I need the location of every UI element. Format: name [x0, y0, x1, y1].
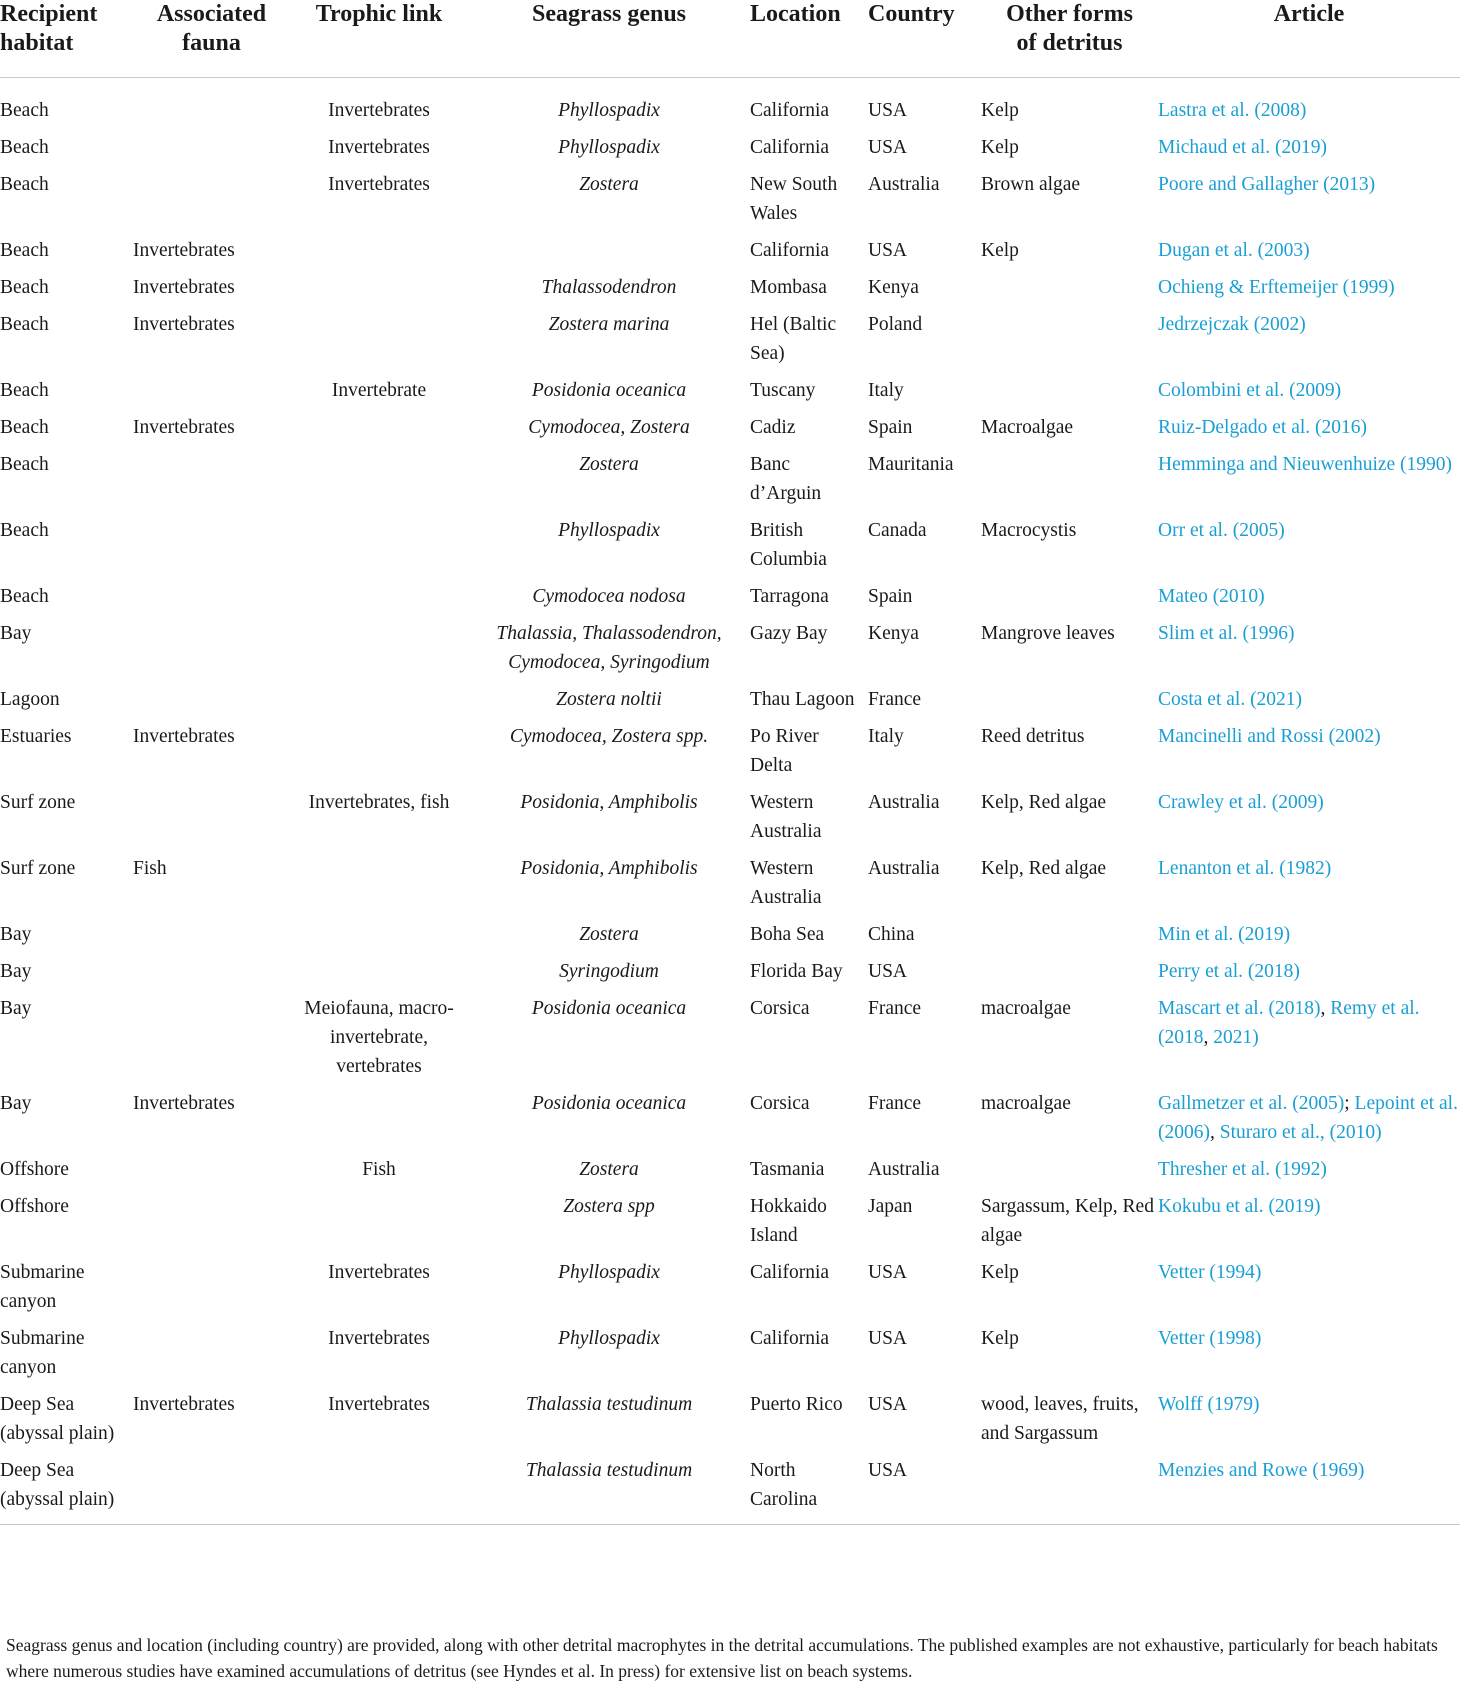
- cell-other-detritus: Macroalgae: [981, 417, 1074, 438]
- table-row: [0, 854, 1460, 920]
- cell-associated-fauna: [133, 516, 290, 582]
- cell-location: Mombasa: [750, 277, 827, 298]
- cell-article: [1158, 1324, 1460, 1390]
- cell-article: [1158, 994, 1460, 1089]
- article-separator: ;: [1344, 1093, 1355, 1114]
- cell-recipient-habitat: Offshore: [0, 1159, 69, 1180]
- table-row: [0, 236, 1460, 273]
- cell-other-detritus: wood, leaves, fruits, and Sargassum: [981, 1394, 1139, 1444]
- article-link[interactable]: 2021): [1213, 1027, 1259, 1048]
- header-article: Article: [1158, 0, 1460, 78]
- article-link[interactable]: Menzies and Rowe (1969): [1158, 1460, 1365, 1481]
- cell-other-detritus: Kelp, Red algae: [981, 858, 1107, 879]
- article-link[interactable]: Lepoint et al. (2006): [1158, 1093, 1458, 1143]
- cell-location: Puerto Rico: [750, 1394, 843, 1415]
- table-row: [0, 685, 1460, 722]
- cell-trophic-link: [290, 236, 468, 273]
- table-row: [0, 1089, 1460, 1155]
- cell-recipient-habitat: Bay: [0, 961, 32, 982]
- cell-other-detritus: Brown algae: [981, 174, 1081, 195]
- cell-seagrass-genus: Phyllospadix: [558, 1262, 660, 1283]
- cell-country: Spain: [868, 417, 913, 438]
- article-separator: ,: [1210, 1122, 1220, 1143]
- cell-trophic-link: [290, 619, 468, 685]
- article-link[interactable]: Mateo (2010): [1158, 586, 1265, 607]
- cell-location: California: [750, 240, 830, 261]
- cell-other-detritus: [981, 957, 1158, 994]
- cell-article: [1158, 722, 1460, 788]
- article-link[interactable]: Remy et al. (2018: [1158, 998, 1420, 1048]
- header-recipient-habitat: Recipient habitat: [0, 0, 133, 78]
- cell-associated-fauna: [133, 582, 290, 619]
- article-link[interactable]: Thresher et al. (1992): [1158, 1159, 1327, 1180]
- article-separator: ,: [1203, 1027, 1214, 1048]
- cell-country: France: [868, 689, 922, 710]
- table-row: [0, 582, 1460, 619]
- table-row: [0, 1258, 1460, 1324]
- article-separator: ,: [1320, 998, 1331, 1019]
- cell-other-detritus: [981, 685, 1158, 722]
- cell-recipient-habitat: Bay: [0, 1093, 32, 1114]
- cell-seagrass-genus: Thalassia, Thalassodendron, Cymodocea, Syringodium: [496, 623, 722, 673]
- cell-recipient-habitat: Estuaries: [0, 726, 72, 747]
- cell-other-detritus: macroalgae: [981, 1093, 1071, 1114]
- cell-country: Australia: [868, 858, 940, 879]
- cell-seagrass-genus: Posidonia oceanica: [531, 1093, 687, 1114]
- article-link[interactable]: Kokubu et al. (2019): [1158, 1196, 1321, 1217]
- cell-seagrass-genus: Cymodocea, Zostera spp.: [509, 726, 709, 747]
- cell-recipient-habitat: Submarine canyon: [0, 1328, 85, 1378]
- article-link[interactable]: Dugan et al. (2003): [1158, 240, 1310, 261]
- cell-other-detritus: Kelp: [981, 137, 1019, 158]
- cell-associated-fauna: [133, 78, 290, 134]
- cell-country: China: [868, 924, 915, 945]
- cell-other-detritus: Kelp, Red algae: [981, 792, 1107, 813]
- article-link[interactable]: Ruiz-Delgado et al. (2016): [1158, 417, 1368, 438]
- cell-article: [1158, 413, 1460, 450]
- cell-seagrass-genus: Zostera: [579, 1159, 639, 1180]
- cell-location: California: [750, 1328, 830, 1349]
- table-row: [0, 1324, 1460, 1390]
- cell-location: North Carolina: [750, 1456, 868, 1525]
- cell-recipient-habitat: Beach: [0, 240, 49, 261]
- cell-recipient-habitat: Beach: [0, 586, 49, 607]
- table-row: [0, 133, 1460, 170]
- cell-country: Canada: [868, 520, 927, 541]
- cell-country: Spain: [868, 586, 913, 607]
- article-link[interactable]: Mascart et al. (2018): [1158, 998, 1321, 1019]
- table-row: [0, 1390, 1460, 1456]
- cell-recipient-habitat: Beach: [0, 380, 49, 401]
- cell-seagrass-genus: Posidonia oceanica: [531, 998, 687, 1019]
- cell-associated-fauna: [133, 450, 290, 516]
- article-link[interactable]: Colombini et al. (2009): [1158, 380, 1342, 401]
- cell-seagrass-genus: Zostera: [579, 454, 639, 475]
- cell-location: Florida Bay: [750, 961, 843, 982]
- cell-associated-fauna: Invertebrates: [133, 726, 235, 747]
- header-seagrass-genus: Seagrass genus: [468, 0, 750, 78]
- article-link[interactable]: Vetter (1998): [1158, 1328, 1262, 1349]
- cell-trophic-link: Invertebrates: [328, 1328, 430, 1349]
- cell-country: Kenya: [868, 277, 919, 298]
- table-header-row: [0, 0, 1460, 78]
- cell-location: Tuscany: [750, 380, 816, 401]
- cell-associated-fauna: [133, 957, 290, 994]
- cell-country: Italy: [868, 380, 904, 401]
- cell-location: Western Australia: [750, 792, 822, 842]
- cell-associated-fauna: Invertebrates: [133, 1394, 235, 1415]
- cell-trophic-link: [290, 1456, 468, 1525]
- cell-country: USA: [868, 1394, 908, 1415]
- article-link[interactable]: Min et al. (2019): [1158, 924, 1291, 945]
- cell-country: France: [868, 998, 922, 1019]
- cell-recipient-habitat: Surf zone: [0, 792, 76, 813]
- article-link[interactable]: Gallmetzer et al. (2005): [1158, 1093, 1345, 1114]
- cell-seagrass-genus: Thalassia testudinum: [525, 1394, 693, 1415]
- cell-recipient-habitat: Beach: [0, 137, 49, 158]
- cell-other-detritus: Kelp: [981, 1328, 1019, 1349]
- cell-associated-fauna: Invertebrates: [133, 277, 235, 298]
- cell-trophic-link: Invertebrates: [328, 174, 430, 195]
- cell-other-detritus: Kelp: [981, 240, 1019, 261]
- cell-article: [1158, 450, 1460, 516]
- cell-trophic-link: [290, 920, 468, 957]
- cell-associated-fauna: Invertebrates: [133, 417, 235, 438]
- table-row: [0, 788, 1460, 854]
- cell-associated-fauna: [133, 788, 290, 854]
- cell-recipient-habitat: Deep Sea (abyssal plain): [0, 1394, 115, 1444]
- cell-other-detritus: macroalgae: [981, 998, 1071, 1019]
- table-row: [0, 170, 1460, 236]
- table-row: [0, 450, 1460, 516]
- cell-location: Corsica: [750, 998, 810, 1019]
- cell-other-detritus: [981, 582, 1158, 619]
- cell-other-detritus: Kelp: [981, 100, 1019, 121]
- cell-recipient-habitat: Bay: [0, 623, 32, 644]
- cell-location: New South Wales: [750, 174, 838, 224]
- cell-location: California: [750, 137, 830, 158]
- cell-associated-fauna: Invertebrates: [133, 1093, 235, 1114]
- cell-associated-fauna: [133, 619, 290, 685]
- cell-location: Hokkaido Island: [750, 1196, 827, 1246]
- cell-associated-fauna: [133, 1324, 290, 1390]
- article-link[interactable]: Ochieng & Erftemeijer (1999): [1158, 277, 1395, 298]
- cell-location: California: [750, 100, 830, 121]
- cell-country: Mauritania: [868, 454, 954, 475]
- article-link[interactable]: Mancinelli and Rossi (2002): [1158, 726, 1381, 747]
- header-country: Country: [868, 0, 981, 78]
- cell-article: [1158, 310, 1460, 376]
- cell-trophic-link: Invertebrates: [328, 1262, 430, 1283]
- cell-other-detritus: Mangrove leaves: [981, 623, 1115, 644]
- cell-other-detritus: [981, 920, 1158, 957]
- article-link[interactable]: Michaud et al. (2019): [1158, 137, 1327, 158]
- cell-recipient-habitat: Bay: [0, 998, 32, 1019]
- cell-seagrass-genus: Cymodocea nodosa: [532, 586, 686, 607]
- cell-seagrass-genus: Posidonia, Amphibolis: [520, 858, 698, 879]
- cell-location: Hel (Baltic Sea): [750, 314, 837, 364]
- cell-associated-fauna: Invertebrates: [133, 314, 235, 335]
- cell-associated-fauna: [133, 376, 290, 413]
- cell-trophic-link: [290, 310, 468, 376]
- cell-recipient-habitat: Beach: [0, 454, 49, 475]
- cell-seagrass-genus: Phyllospadix: [558, 100, 660, 121]
- cell-article: [1158, 376, 1460, 413]
- cell-recipient-habitat: Bay: [0, 924, 32, 945]
- cell-trophic-link: [290, 450, 468, 516]
- cell-location: Tasmania: [750, 1159, 825, 1180]
- cell-other-detritus: Kelp: [981, 1262, 1019, 1283]
- cell-seagrass-genus: Syringodium: [559, 961, 659, 982]
- table-row: [0, 376, 1460, 413]
- table-row: [0, 920, 1460, 957]
- cell-country: France: [868, 1093, 922, 1114]
- cell-article: [1158, 685, 1460, 722]
- cell-location: Banc d’Arguin: [750, 454, 822, 504]
- cell-associated-fauna: [133, 1192, 290, 1258]
- cell-recipient-habitat: Beach: [0, 174, 49, 195]
- cell-associated-fauna: [133, 685, 290, 722]
- table-row: [0, 78, 1460, 134]
- cell-trophic-link: Invertebrates: [328, 137, 430, 158]
- cell-associated-fauna: Fish: [133, 858, 167, 879]
- cell-associated-fauna: [133, 1456, 290, 1525]
- cell-article: [1158, 1089, 1460, 1155]
- article-link[interactable]: Jedrzejczak (2002): [1158, 314, 1306, 335]
- article-link[interactable]: Lenanton et al. (1982): [1158, 858, 1332, 879]
- cell-recipient-habitat: Offshore: [0, 1196, 69, 1217]
- table-footnote: Seagrass genus and location (including country) are provided, along with other detrital macrophytes in the detrital accumulations. The published examples are not exhaustive, particularly for beach habitats where numerous studies have examined accumulations of detritus (see Hyndes et al. In press) for extensive list on beach systems.: [6, 1635, 1438, 1681]
- cell-seagrass-genus: Phyllospadix: [558, 137, 660, 158]
- cell-seagrass-genus: Zostera: [579, 924, 639, 945]
- cell-trophic-link: [290, 1192, 468, 1258]
- cell-trophic-link: [290, 1089, 468, 1155]
- cell-other-detritus: [981, 273, 1158, 310]
- table-row: [0, 619, 1460, 685]
- cell-recipient-habitat: Surf zone: [0, 858, 76, 879]
- cell-country: Japan: [868, 1196, 913, 1217]
- cell-trophic-link: Invertebrates: [328, 100, 430, 121]
- cell-location: British Columbia: [750, 520, 827, 570]
- cell-seagrass-genus: Cymodocea, Zostera: [528, 417, 690, 438]
- cell-recipient-habitat: Lagoon: [0, 689, 60, 710]
- article-link[interactable]: Slim et al. (1996): [1158, 623, 1295, 644]
- article-link[interactable]: Orr et al. (2005): [1158, 520, 1285, 541]
- cell-trophic-link: [290, 722, 468, 788]
- cell-seagrass-genus: Posidonia, Amphibolis: [520, 792, 698, 813]
- header-associated-fauna: Associated fauna: [133, 0, 290, 78]
- cell-seagrass-genus: Zostera noltii: [556, 689, 662, 710]
- table-row: [0, 994, 1460, 1089]
- cell-trophic-link: [290, 413, 468, 450]
- cell-country: USA: [868, 137, 908, 158]
- cell-location: Corsica: [750, 1093, 810, 1114]
- cell-article: [1158, 619, 1460, 685]
- article-link[interactable]: Costa et al. (2021): [1158, 689, 1303, 710]
- cell-article: [1158, 788, 1460, 854]
- cell-seagrass-genus: Zostera spp: [563, 1196, 655, 1217]
- cell-recipient-habitat: Submarine canyon: [0, 1262, 85, 1312]
- article-link[interactable]: Crawley et al. (2009): [1158, 792, 1324, 813]
- cell-associated-fauna: [133, 170, 290, 236]
- cell-other-detritus: [981, 1456, 1158, 1525]
- cell-seagrass-genus: [468, 236, 750, 273]
- cell-trophic-link: [290, 582, 468, 619]
- cell-trophic-link: Invertebrates, fish: [308, 792, 450, 813]
- header-trophic-link: Trophic link: [290, 0, 468, 78]
- cell-recipient-habitat: Beach: [0, 314, 49, 335]
- cell-country: USA: [868, 100, 908, 121]
- cell-country: USA: [868, 1328, 908, 1349]
- cell-article: [1158, 516, 1460, 582]
- cell-article: [1158, 1155, 1460, 1192]
- table-row: [0, 1192, 1460, 1258]
- cell-article: [1158, 273, 1460, 310]
- table-row: [0, 310, 1460, 376]
- cell-country: Poland: [868, 314, 923, 335]
- cell-article: [1158, 236, 1460, 273]
- article-link[interactable]: Wolff (1979): [1158, 1394, 1260, 1415]
- table-row: [0, 957, 1460, 994]
- cell-other-detritus: Macrocystis: [981, 520, 1077, 541]
- cell-seagrass-genus: Thalassia testudinum: [468, 1456, 750, 1525]
- cell-location: Gazy Bay: [750, 623, 828, 644]
- table-body: [0, 78, 1460, 1525]
- cell-article: [1158, 854, 1460, 920]
- cell-other-detritus: Sargassum, Kelp, Red algae: [981, 1196, 1154, 1246]
- table-row: [0, 413, 1460, 450]
- cell-recipient-habitat: Beach: [0, 417, 49, 438]
- cell-seagrass-genus: Phyllospadix: [558, 520, 660, 541]
- cell-country: Kenya: [868, 623, 919, 644]
- cell-location: Thau Lagoon: [750, 689, 855, 710]
- cell-article: [1158, 582, 1460, 619]
- cell-location: Boha Sea: [750, 924, 825, 945]
- cell-seagrass-genus: Thalassodendron: [541, 277, 677, 298]
- cell-associated-fauna: [133, 1258, 290, 1324]
- article-link[interactable]: Sturaro et al., (2010): [1219, 1122, 1382, 1143]
- table-row: [0, 1155, 1460, 1192]
- cell-seagrass-genus: Posidonia oceanica: [531, 380, 687, 401]
- cell-recipient-habitat: Deep Sea (abyssal plain): [0, 1456, 133, 1525]
- cell-article: [1158, 133, 1460, 170]
- table-row: [0, 1456, 1460, 1525]
- cell-country: USA: [868, 1456, 981, 1525]
- cell-associated-fauna: [133, 133, 290, 170]
- cell-seagrass-genus: Zostera: [579, 174, 639, 195]
- cell-trophic-link: [290, 685, 468, 722]
- cell-recipient-habitat: Beach: [0, 100, 49, 121]
- table-row: [0, 722, 1460, 788]
- article-link[interactable]: Perry et al. (2018): [1158, 961, 1300, 982]
- cell-article: [1158, 1192, 1460, 1258]
- cell-associated-fauna: [133, 920, 290, 957]
- cell-associated-fauna: Invertebrates: [133, 240, 235, 261]
- cell-other-detritus: [981, 376, 1158, 413]
- cell-country: USA: [868, 1262, 908, 1283]
- table-row: [0, 273, 1460, 310]
- cell-location: Tarragona: [750, 586, 829, 607]
- cell-country: USA: [868, 961, 908, 982]
- cell-article: [1158, 1258, 1460, 1324]
- article-link[interactable]: Lastra et al. (2008): [1158, 100, 1307, 121]
- cell-trophic-link: Invertebrates: [328, 1394, 430, 1415]
- cell-article: [1158, 170, 1460, 236]
- cell-seagrass-genus: Phyllospadix: [558, 1328, 660, 1349]
- cell-article: [1158, 957, 1460, 994]
- cell-associated-fauna: [133, 994, 290, 1089]
- cell-article: [1158, 78, 1460, 134]
- cell-location: California: [750, 1262, 830, 1283]
- cell-location: Western Australia: [750, 858, 822, 908]
- cell-location: Cadiz: [750, 417, 796, 438]
- cell-country: Australia: [868, 174, 940, 195]
- cell-trophic-link: [290, 957, 468, 994]
- header-location: Location: [750, 0, 868, 78]
- article-link[interactable]: Poore and Gallagher (2013): [1158, 174, 1376, 195]
- cell-other-detritus: Reed detritus: [981, 726, 1085, 747]
- cell-country: Italy: [868, 726, 904, 747]
- cell-trophic-link: Fish: [362, 1159, 396, 1180]
- cell-trophic-link: [290, 273, 468, 310]
- cell-country: Australia: [868, 792, 940, 813]
- cell-trophic-link: Meiofauna, macro-invertebrate, vertebrates: [304, 998, 454, 1077]
- cell-trophic-link: [290, 854, 468, 920]
- cell-recipient-habitat: Beach: [0, 277, 49, 298]
- cell-article: [1158, 920, 1460, 957]
- cell-recipient-habitat: Beach: [0, 520, 49, 541]
- cell-trophic-link: Invertebrate: [331, 380, 427, 401]
- cell-other-detritus: [981, 1155, 1158, 1192]
- header-other-forms-of-detritus: Other forms of detritus: [981, 0, 1158, 78]
- table-row: [0, 516, 1460, 582]
- cell-associated-fauna: [133, 1155, 290, 1192]
- cell-seagrass-genus: Zostera marina: [548, 314, 670, 335]
- cell-trophic-link: [290, 516, 468, 582]
- cell-article: [1158, 1456, 1460, 1525]
- article-link[interactable]: Hemminga and Nieuwenhuize (1990): [1158, 454, 1453, 475]
- cell-location: Po River Delta: [750, 726, 819, 776]
- cell-other-detritus: [981, 310, 1158, 376]
- cell-other-detritus: [981, 450, 1158, 516]
- cell-article: [1158, 1390, 1460, 1456]
- cell-country: Australia: [868, 1159, 940, 1180]
- cell-country: USA: [868, 240, 908, 261]
- article-link[interactable]: Vetter (1994): [1158, 1262, 1262, 1283]
